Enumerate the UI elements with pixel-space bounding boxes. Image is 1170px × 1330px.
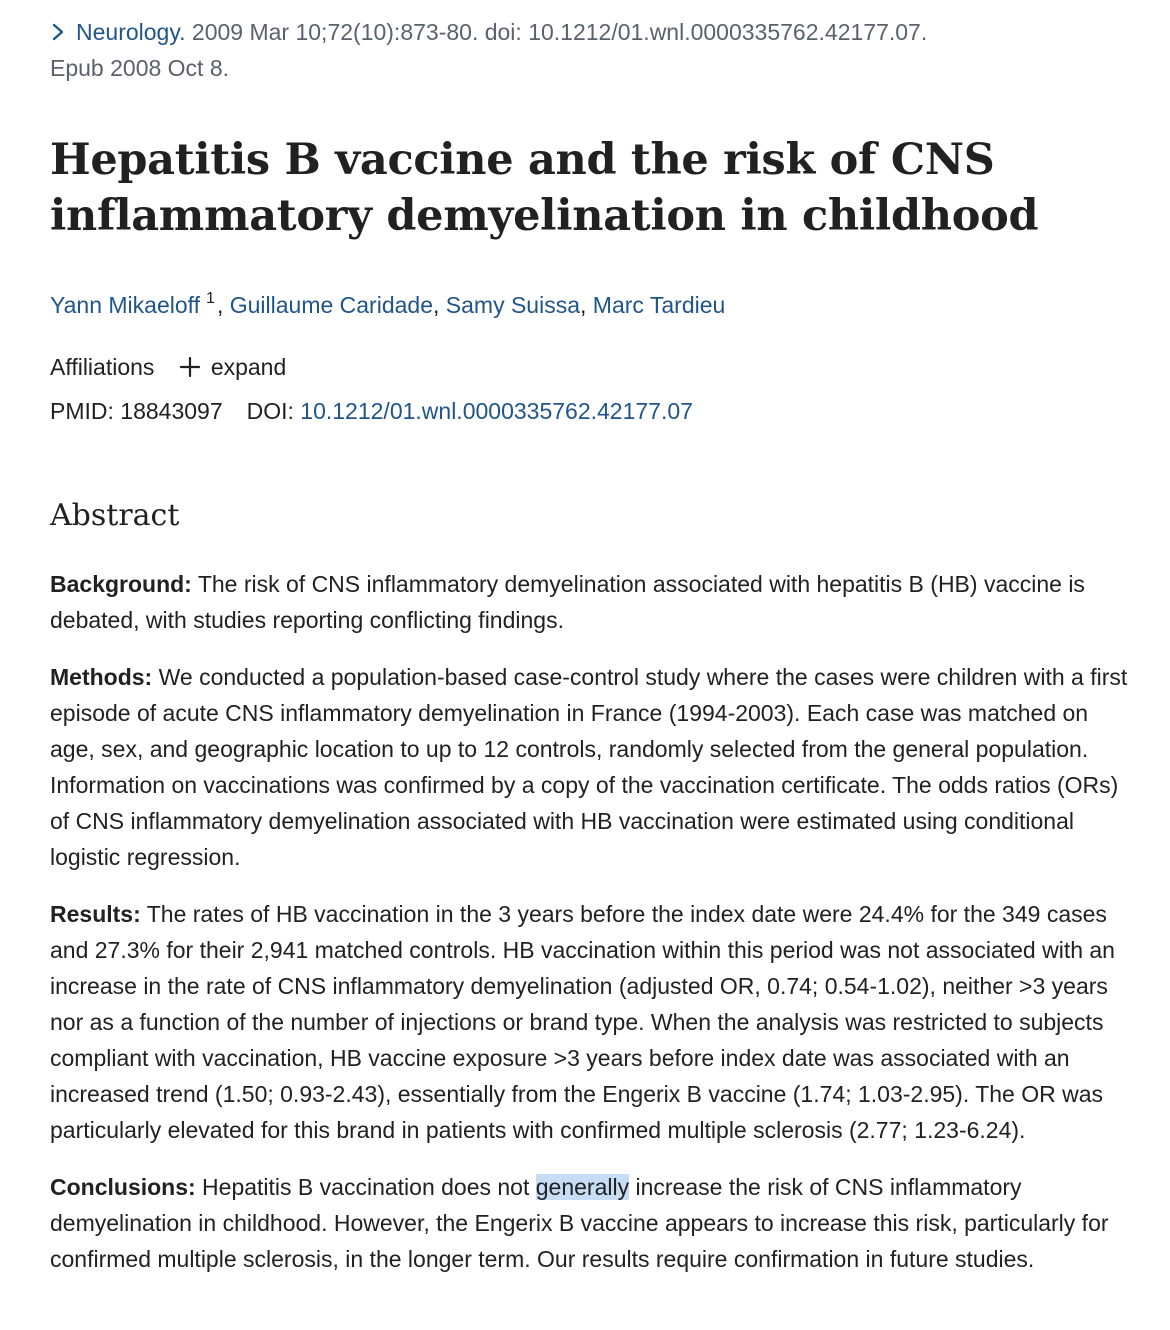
plus-icon[interactable] — [179, 356, 201, 378]
author-list — [50, 284, 1130, 320]
epub-date: Epub 2008 Oct 8. — [50, 55, 230, 81]
author-link-tardieu[interactable]: Marc Tardieu — [592, 292, 726, 318]
doi-label: DOI: — [246, 398, 301, 424]
results-text: The rates of HB vaccination in the 3 years before the index date were 24.4% for the 349 cases and 27.3% for their 2,941 matched controls. HB vaccination within this period was not associated with an increase in the rate of CNS inflammatory demyelination (adjusted OR, 0.74; 0.54-1.02), neither >3 years nor as a function of the number of injections or brand type. When the analysis was restricted to subjects compliant with vaccination, HB vaccine exposure >3 years before index date was associated with an increased trend (1.50; 0.93-2.43), essentially from the Engerix B vaccine (1.74; 1.03-2.95). The OR was particularly elevated for this brand in patients with confirmed multiple sclerosis (2.77; 1.23-6.24). — [50, 901, 1115, 1143]
article-title — [50, 132, 1130, 244]
citation — [50, 14, 1130, 86]
author-separator: , — [580, 292, 593, 318]
expand-label[interactable]: expand — [210, 354, 287, 380]
abstract-heading: Abstract — [50, 498, 180, 533]
abstract-results — [50, 896, 1130, 1148]
conclusions-text-before: Hepatitis B vaccination does not — [195, 1174, 536, 1200]
doi-link[interactable]: 10.1212/01.wnl.0000335762.42177.07 — [300, 398, 693, 424]
abstract-methods — [50, 659, 1130, 875]
author-link-suissa[interactable]: Samy Suissa — [445, 292, 580, 318]
journal-name[interactable]: Neurology. — [76, 19, 186, 45]
text-selection-highlight[interactable]: generally — [535, 1174, 630, 1200]
pmid: PMID: 18843097 — [50, 398, 223, 424]
article-title-line-2: inflammatory demyelination in childhood — [50, 191, 1039, 241]
methods-label: Methods: — [50, 664, 153, 690]
citation-details: 2009 Mar 10;72(10):873-80. doi: 10.1212/01.wnl.0000335762.42177.07. — [185, 19, 928, 45]
affiliations-row — [50, 352, 1130, 382]
article-title-line-1: Hepatitis B vaccine and the risk of CNS — [50, 135, 995, 185]
background-text: The risk of CNS inflammatory demyelination associated with hepatitis B (HB) vaccine is debated, with studies reporting conflicting findings. — [50, 571, 1085, 633]
results-label: Results: — [50, 901, 141, 927]
journal-link[interactable] — [50, 19, 186, 45]
background-label: Background: — [50, 571, 192, 597]
abstract-conclusions — [50, 1169, 1130, 1277]
affiliations-label: Affiliations — [50, 354, 155, 380]
methods-text: We conducted a population-based case-control study where the cases were children with a first episode of acute CNS inflammatory demyelination in France (1994-2003). Each case was matched on age, sex, and geographic location to up to 12 controls, randomly selected from the general population. Information on vaccinations was confirmed by a copy of the vaccination certificate. The odds ratios (ORs) of CNS inflammatory demyelination associated with HB vaccination were estimated using conditional logistic regression. — [50, 664, 1128, 870]
author-link-mikaeloff[interactable]: Yann Mikaeloff — [50, 292, 201, 318]
author-link-caridade[interactable]: Guillaume Caridade — [229, 292, 433, 318]
identifiers-row — [50, 396, 1130, 426]
author-separator: , — [216, 292, 230, 318]
abstract-background — [50, 566, 1130, 638]
affiliations-expand-button[interactable] — [161, 354, 286, 380]
affiliation-marker[interactable]: 1 — [206, 290, 215, 307]
author-separator: , — [433, 292, 446, 318]
article-page — [50, 0, 1130, 1277]
conclusions-text-after: increase the risk of CNS inflammatory demyelination in childhood. However, the Engerix B vaccine appears to increase this risk, particularly for confirmed multiple sclerosis, in the longer term. Our results require confirmation in future studies. — [50, 1174, 1109, 1272]
conclusions-label: Conclusions: — [50, 1174, 196, 1200]
chevron-right-icon[interactable] — [50, 22, 66, 42]
